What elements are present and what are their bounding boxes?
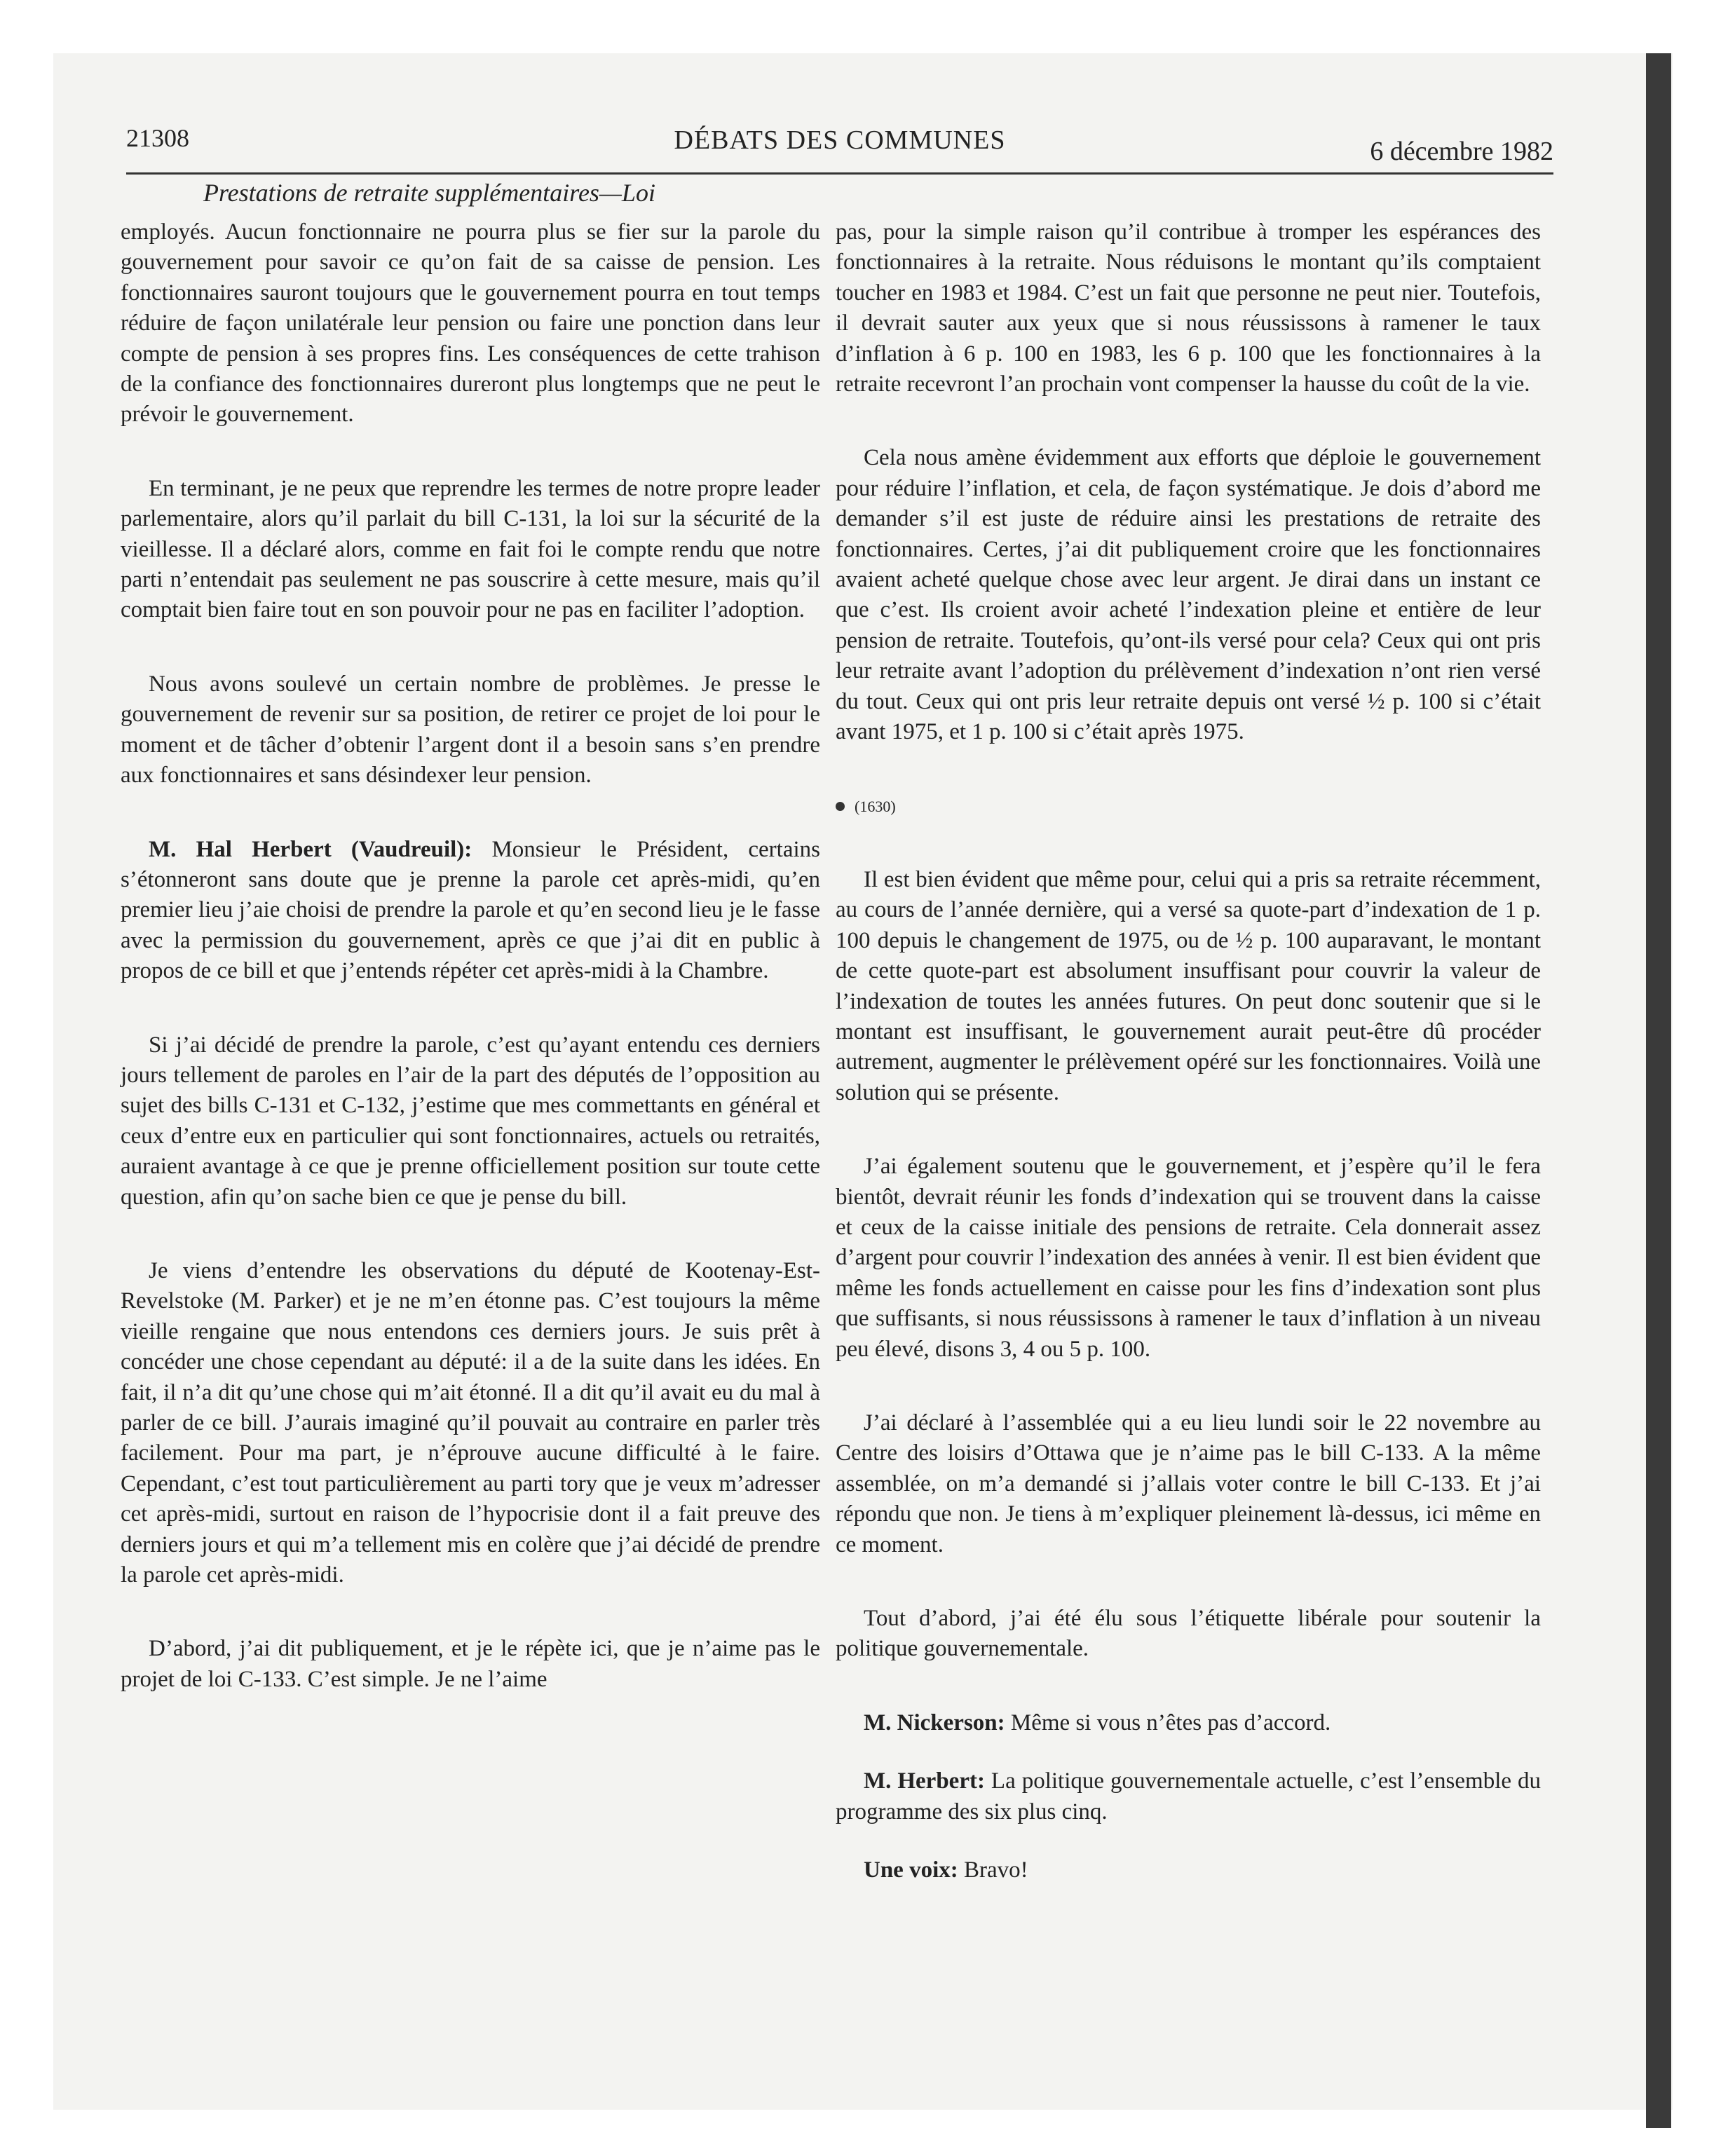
page-header — [126, 123, 1553, 175]
speech-paragraph — [836, 1766, 1541, 1827]
paragraph: J’ai déclaré à l’assemblée qui a eu lieu lundi soir le 22 novembre au Centre des loisirs d’Ottawa que je n’aime pas le bill C-133. A la même assemblée, on m’a demandé si j’allais voter contre le bill C-133. Et j’ai répondu que non. Je tiens à m’expliquer pleinement là-dessus, ici même en ce moment. — [836, 1410, 1541, 1557]
paragraph: Cela nous amène évidemment aux efforts que déploie le gouvernement pour réduire l’inflation, et cela, de façon systématique. Je dois d’abord me demander s’il est juste de réduire ainsi les prestations de retraite des fonctionnaires. Certes, j’ai dit publiquement croire que les fonctionnaires avaient acheté quelque chose avec leur argent. Je dirai dans un instant ce que c’est. Ils croient avoir acheté l’indexation pleine et entière de leur pension de retraite. Toutefois, qu’ont-ils versé pour cela? Ceux qui ont pris leur retraite avant l’adoption du prélèvement d’indexation n’ont rien versé du tout. Ceux qui ont pris leur retraite depuis ont versé ½ p. 100 si c’était avant 1975, et 1 p. 100 si c’était après 1975. — [836, 445, 1541, 745]
paragraph: pas, pour la simple raison qu’il contribue à tromper les espérances des fonctionnaires à la retraite. Nous réduisons le montant qu’ils comptaient toucher en 1983 et 1984. C’est un fait que personne ne peut nier. Toutefois, il devrait sauter aux yeux que si nous réussissons à ramener le taux d’inflation à 6 p. 100 en 1983, les 6 p. 100 que les fonctionnaires à la retraite recevront l’an prochain vont compenser la hausse du coût de la vie. — [836, 219, 1541, 397]
speech-text: Même si vous n’êtes pas d’accord. — [1005, 1710, 1331, 1735]
paragraph: D’abord, j’ai dit publiquement, et je le répète ici, que je n’aime pas le projet de loi C-133. C’est simple. Je ne l’aime — [121, 1636, 820, 1692]
speaker-name: M. Nickerson: — [864, 1710, 1005, 1735]
speaker-name: Une voix: — [864, 1857, 958, 1883]
page-edge-shadow — [1646, 53, 1671, 2128]
paragraph: Tout d’abord, j’ai été élu sous l’étiquette libérale pour soutenir la politique gouvernementale. — [836, 1606, 1541, 1662]
speech-paragraph — [836, 1855, 1541, 1885]
paragraph: employés. Aucun fonctionnaire ne pourra plus se fier sur la parole du gouvernement pour savoir ce qu’on fait de sa caisse de pension. Les fonctionnaires sauront toujours que le gouvernement pourra en tout temps réduire de façon unilatérale leur pension ou faire une ponction dans leur compte de pension à ses propres fins. Les conséquences de cette trahison de la confiance des fonctionnaires dureront plus longtemps que ne peut le prévoir le gouvernement. — [121, 219, 820, 428]
speech-text: La politique gouvernementale actuelle, c’est l’ensemble du programme des six plus cinq. — [836, 1768, 1541, 1824]
paragraph: Nous avons soulevé un certain nombre de problèmes. Je presse le gouvernement de revenir sur sa position, de retirer ce projet de loi pour le moment et de tâcher d’obtenir l’argent dont il a besoin sans s’en prendre aux fonctionnaires et sans désindexer leur pension. — [121, 671, 820, 789]
time-marker-text: (1630) — [855, 797, 896, 815]
journal-title: DÉBATS DES COMMUNES — [674, 125, 1006, 155]
paragraph: Si j’ai décidé de prendre la parole, c’est qu’ayant entendu ces derniers jours tellement de paroles en l’air de la part des députés de l’opposition au sujet des bills C-131 et C-132, j’estime que mes commettants en général et ceux d’entre eux en particulier qui sont fonctionnaires, actuels ou retraités, auraient avantage à ce que je prenne officiellement position sur toute cette question, afin qu’on sache bien ce que je pense du bill. — [121, 1032, 820, 1210]
sitting-date: 6 décembre 1982 — [1370, 137, 1553, 166]
speech-paragraph — [121, 835, 820, 987]
page-number: 21308 — [126, 124, 189, 152]
paragraph: Je viens d’entendre les observations du député de Kootenay-Est-Revelstoke (M. Parker) et je ne m’en étonne pas. C’est toujours la même vieille rengaine que nous entendons ces derniers jours. Je suis prêt à concéder une chose cependant au député: il a de la suite dans les idées. En fait, il n’a dit qu’une chose qui m’ait étonné. Il a dit qu’il avait eu du mal à parler de ce bill. J’aurais imaginé qu’il pouvait au contraire en parler très facilement. Pour ma part, je n’éprouve aucune difficulté à le faire. Cependant, c’est tout particulièrement au parti tory que je veux m’adresser cet après-midi, surtout en raison de l’hypocrisie dont il a fait preuve des derniers jours et qui m’a tellement mis en colère que j’ai décidé de prendre la parole cet après-midi. — [121, 1257, 820, 1588]
bullet-icon — [836, 802, 845, 811]
speaker-name: M. Hal Herbert (Vaudreuil): — [149, 836, 472, 862]
paragraph: En terminant, je ne peux que reprendre les termes de notre propre leader parlementaire, alors qu’il parlait du bill C-131, la loi sur la sécurité de la vieillesse. Il a déclaré alors, comme en fait foi le compte rendu que notre parti n’entendait pas seulement ne pas souscrire à cette mesure, mais qu’il comptait bien faire tout en son pouvoir pour ne pas en faciliter l’adoption. — [121, 475, 820, 623]
time-marker — [836, 791, 1541, 821]
right-column — [836, 217, 1541, 1913]
speech-text: Bravo! — [958, 1857, 1028, 1883]
running-head: Prestations de retraite supplémentaires—Loi — [203, 179, 655, 207]
paragraph: Il est bien évident que même pour, celui qui a pris sa retraite récemment, au cours de l’année dernière, qui a versé sa quote-part d’indexation de 1 p. 100 depuis le changement de 1975, ou de ½ p. 100 auparavant, le montant de cette quote-part est absolument insuffisant pour couvrir la valeur de l’indexation de toutes les années futures. On peut donc soutenir que si le montant est insuffisant, le gouvernement aurait peut-être dû procéder autrement, augmenter le prélèvement opéré sur les fonctionnaires. Voilà une solution qui se présente. — [836, 866, 1541, 1105]
speaker-name: M. Herbert: — [864, 1768, 985, 1794]
speech-paragraph — [836, 1708, 1541, 1738]
speech-text: Monsieur le Président, certains s’étonneront sans doute que je prenne la parole cet après-midi, qu’en premier lieu j’aie choisi de prendre la parole et qu’en second lieu je le fasse avec la permission du gouvernement, après ce que j’ai dit en public à propos de ce bill et que j’entends répéter cet après-midi à la Chambre. — [121, 836, 820, 984]
paragraph: J’ai également soutenu que le gouvernement, et j’espère qu’il le fera bientôt, devrait réunir les fonds d’indexation qui se trouvent dans la caisse et ceux de la caisse initiale des pensions de retraite. Cela donnerait assez d’argent pour couvrir l’indexation des années à venir. Il est bien évident que même les fonds actuellement en caisse pour les fins d’indexation sont plus que suffisants, si nous réussissons à ramener le taux d’inflation à un niveau peu élevé, disons 3, 4 ou 5 p. 100. — [836, 1154, 1541, 1362]
left-column — [121, 217, 820, 1738]
